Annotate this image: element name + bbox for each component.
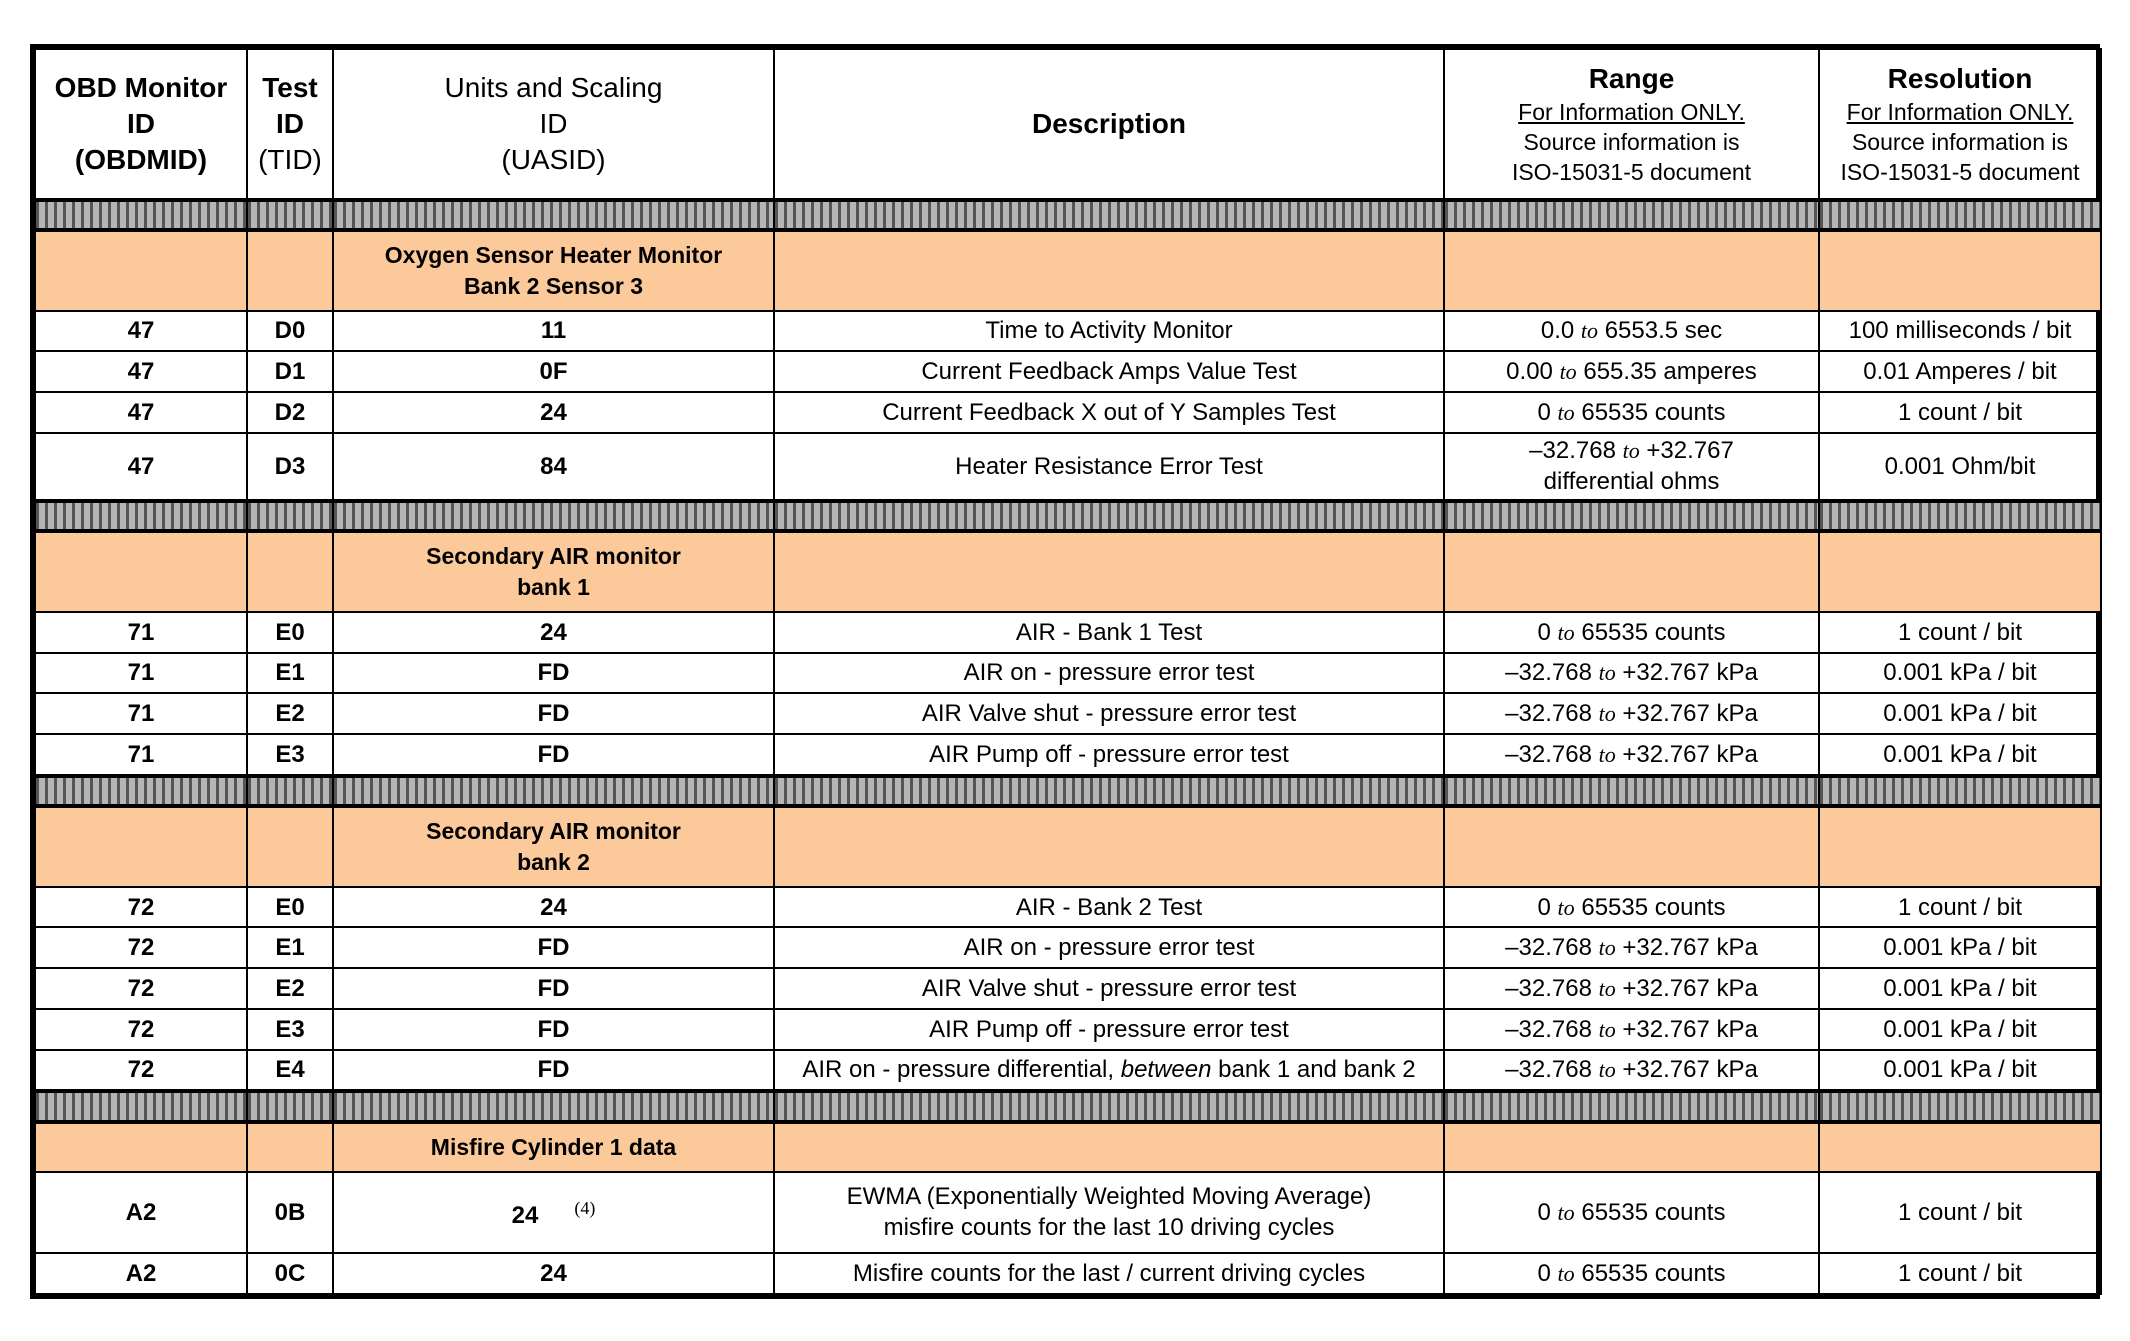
range-from: –32.768 (1505, 975, 1592, 1003)
section-title (333, 1122, 774, 1172)
header-uasid-line2: ID (539, 107, 568, 139)
table-row (35, 887, 2101, 928)
cell-range (1444, 1009, 1819, 1050)
cell-resolution: 0.01 Amperes / bit (1819, 351, 2101, 392)
cell-uasid: 24 (333, 392, 774, 433)
cell-uasid: 24 (333, 612, 774, 653)
cell-obdmid: 47 (35, 433, 247, 501)
range-to-word: to (1557, 619, 1575, 645)
cell-uasid: 0F (333, 351, 774, 392)
range-to-word: to (1598, 741, 1616, 767)
range-from: –32.768 (1505, 700, 1592, 728)
cell-obdmid: A2 (35, 1253, 247, 1294)
cell-description: AIR Valve shut - pressure error test (774, 968, 1444, 1009)
separator-row (35, 200, 2101, 231)
range-to-word: to (1598, 935, 1616, 961)
range-to-word: to (1557, 894, 1575, 920)
cell-range (1444, 734, 1819, 776)
cell-resolution: 1 count / bit (1819, 392, 2101, 433)
cell-range (1444, 1172, 1819, 1253)
cell-description: AIR - Bank 1 Test (774, 612, 1444, 653)
desc-part: bank 1 and bank 2 (1211, 1056, 1416, 1084)
range-to: +32.767 kPa (1622, 1056, 1758, 1084)
separator-row (35, 1091, 2101, 1122)
range-to: 6553.5 sec (1604, 317, 1723, 345)
table-row (35, 734, 2101, 776)
cell-resolution: 1 count / bit (1819, 887, 2101, 928)
desc-part: AIR on - pressure differential, (802, 1056, 1121, 1084)
range-to: +32.767 kPa (1622, 975, 1758, 1003)
table-row (35, 612, 2101, 653)
range-from: –32.768 (1505, 1015, 1592, 1043)
section-title-line1: Secondary AIR monitor (426, 818, 681, 845)
cell-description: Current Feedback Amps Value Test (774, 351, 1444, 392)
cell-obdmid: 72 (35, 927, 247, 968)
cell-resolution: 100 milliseconds / bit (1819, 311, 2101, 352)
cell-tid: E3 (247, 1009, 333, 1050)
cell-range (1444, 311, 1819, 352)
cell-obdmid: 71 (35, 693, 247, 734)
header-tid-line3: (TID) (258, 143, 322, 175)
range-to: +32.767 kPa (1622, 934, 1758, 962)
cell-resolution: 0.001 kPa / bit (1819, 1009, 2101, 1050)
cell-tid: D2 (247, 392, 333, 433)
cell-tid: E1 (247, 927, 333, 968)
section-title-line2: bank 2 (517, 849, 590, 876)
cell-range (1444, 1253, 1819, 1294)
header-resolution (1819, 49, 2101, 200)
cell-uasid: 11 (333, 311, 774, 352)
cell-tid: E0 (247, 612, 333, 653)
cell-obdmid: 72 (35, 1009, 247, 1050)
cell-range (1444, 1050, 1819, 1092)
separator-row (35, 776, 2101, 807)
cell-tid: D0 (247, 311, 333, 352)
section-title-line1: Misfire Cylinder 1 data (430, 1133, 677, 1160)
cell-obdmid: 47 (35, 311, 247, 352)
section-header-row (35, 806, 2101, 886)
range-to-word: to (1580, 318, 1599, 344)
cell-obdmid: 47 (35, 351, 247, 392)
range-to-word: to (1598, 976, 1616, 1002)
cell-uasid: 84 (333, 433, 774, 501)
range-from: 0.00 (1506, 358, 1553, 386)
cell-obdmid: 47 (35, 392, 247, 433)
range-from: 0 (1537, 1260, 1551, 1288)
cell-resolution: 1 count / bit (1819, 1253, 2101, 1294)
cell-description: Current Feedback X out of Y Samples Test (774, 392, 1444, 433)
range-from: 0.0 (1540, 317, 1575, 345)
range-to-word: to (1557, 1261, 1575, 1287)
header-uasid-line1: Units and Scaling (444, 71, 663, 103)
cell-resolution: 0.001 kPa / bit (1819, 734, 2101, 776)
cell-description: Misfire counts for the last / current driving cycles (774, 1253, 1444, 1294)
range-from: –32.768 (1505, 740, 1592, 768)
section-title (333, 531, 774, 611)
cell-description: AIR Pump off - pressure error test (774, 1009, 1444, 1050)
range-from: 0 (1537, 893, 1551, 921)
section-header-row (35, 531, 2101, 611)
table-row (35, 693, 2101, 734)
section-header-row (35, 1122, 2101, 1172)
header-resolution-note: For Information ONLY. (1846, 98, 2074, 125)
section-header-row (35, 230, 2101, 310)
cell-obdmid: 72 (35, 887, 247, 928)
cell-uasid: 24 (333, 1253, 774, 1294)
cell-uasid (333, 1172, 774, 1253)
header-range-source-1: Source information is (1523, 128, 1740, 155)
range-line2: differential ohms (1543, 468, 1720, 496)
cell-tid: E1 (247, 653, 333, 694)
header-uasid (333, 49, 774, 200)
obd-monitor-table-frame (30, 44, 2100, 1299)
cell-resolution: 0.001 kPa / bit (1819, 653, 2101, 694)
section-title (333, 230, 774, 310)
header-range (1444, 49, 1819, 200)
header-obdmid (35, 49, 247, 200)
range-from: 0 (1537, 1198, 1551, 1226)
cell-tid: 0B (247, 1172, 333, 1253)
cell-description: AIR on - pressure error test (774, 927, 1444, 968)
range-to-word: to (1557, 1199, 1575, 1225)
cell-range (1444, 612, 1819, 653)
cell-description: AIR on - pressure error test (774, 653, 1444, 694)
range-to: +32.767 kPa (1622, 659, 1758, 687)
cell-tid: E3 (247, 734, 333, 776)
cell-description: AIR Pump off - pressure error test (774, 734, 1444, 776)
cell-uasid: FD (333, 968, 774, 1009)
cell-resolution: 0.001 kPa / bit (1819, 693, 2101, 734)
range-to: 65535 counts (1581, 893, 1726, 921)
cell-obdmid: 71 (35, 734, 247, 776)
range-to-word: to (1559, 359, 1577, 385)
range-to: +32.767 kPa (1622, 1015, 1758, 1043)
table-row (35, 351, 2101, 392)
separator-row (35, 501, 2101, 532)
section-title (333, 806, 774, 886)
cell-tid: E2 (247, 968, 333, 1009)
range-from: 0 (1537, 398, 1551, 426)
cell-resolution: 0.001 kPa / bit (1819, 927, 2101, 968)
header-uasid-line3: (UASID) (501, 143, 606, 175)
header-obdmid-line2: ID (127, 107, 155, 139)
range-to-word: to (1598, 1016, 1616, 1042)
header-range-note: For Information ONLY. (1518, 98, 1745, 125)
cell-tid: 0C (247, 1253, 333, 1294)
cell-tid: E2 (247, 693, 333, 734)
header-resolution-title: Resolution (1887, 62, 2033, 94)
desc-line1: EWMA (Exponentially Weighted Moving Average) (846, 1183, 1372, 1211)
table-row (35, 1172, 2101, 1253)
cell-uasid: FD (333, 1009, 774, 1050)
cell-description: Time to Activity Monitor (774, 311, 1444, 352)
range-to: 65535 counts (1581, 1198, 1726, 1226)
cell-description (774, 1050, 1444, 1092)
range-from: –32.768 (1505, 934, 1592, 962)
section-title-line1: Oxygen Sensor Heater Monitor (384, 241, 723, 268)
cell-range (1444, 351, 1819, 392)
cell-range (1444, 433, 1819, 501)
uasid-value: 24 (511, 1202, 539, 1230)
header-tid (247, 49, 333, 200)
cell-range (1444, 968, 1819, 1009)
cell-tid: D3 (247, 433, 333, 501)
table-row (35, 653, 2101, 694)
range-to-word: to (1598, 1057, 1616, 1083)
cell-tid: E0 (247, 887, 333, 928)
range-to: +32.767 (1646, 437, 1734, 465)
cell-range (1444, 653, 1819, 694)
header-row (35, 49, 2101, 200)
cell-description (774, 1172, 1444, 1253)
footnote-marker: (4) (574, 1198, 596, 1219)
cell-description: AIR Valve shut - pressure error test (774, 693, 1444, 734)
section-title-line1: Secondary AIR monitor (426, 543, 681, 570)
cell-obdmid: A2 (35, 1172, 247, 1253)
cell-uasid: FD (333, 653, 774, 694)
range-to-word: to (1598, 701, 1616, 727)
table-row (35, 392, 2101, 433)
header-obdmid-line3: (OBDMID) (74, 143, 208, 175)
range-to-word: to (1622, 438, 1640, 464)
cell-uasid: FD (333, 927, 774, 968)
cell-resolution: 0.001 kPa / bit (1819, 968, 2101, 1009)
cell-tid: D1 (247, 351, 333, 392)
section-title-line2: Bank 2 Sensor 3 (464, 272, 643, 299)
cell-resolution: 0.001 Ohm/bit (1819, 433, 2101, 501)
section-title-line2: bank 1 (517, 574, 590, 601)
table-row (35, 1050, 2101, 1092)
table-row (35, 927, 2101, 968)
cell-range (1444, 392, 1819, 433)
cell-resolution: 0.001 kPa / bit (1819, 1050, 2101, 1092)
range-to: 65535 counts (1581, 1260, 1726, 1288)
desc-line2: misfire counts for the last 10 driving cycles (883, 1214, 1335, 1242)
cell-resolution: 1 count / bit (1819, 612, 2101, 653)
range-to: +32.767 kPa (1622, 700, 1758, 728)
cell-description: Heater Resistance Error Test (774, 433, 1444, 501)
range-to-word: to (1598, 660, 1616, 686)
cell-description: AIR - Bank 2 Test (774, 887, 1444, 928)
cell-range (1444, 693, 1819, 734)
range-from: –32.768 (1505, 1056, 1592, 1084)
range-from: –32.768 (1505, 659, 1592, 687)
table-row (35, 311, 2101, 352)
cell-uasid: FD (333, 693, 774, 734)
table-row (35, 968, 2101, 1009)
header-resolution-source-1: Source information is (1851, 128, 2069, 155)
cell-obdmid: 72 (35, 968, 247, 1009)
header-tid-line1: Test (262, 71, 318, 103)
range-from: 0 (1537, 618, 1551, 646)
header-description: Description (774, 49, 1444, 200)
cell-obdmid: 71 (35, 653, 247, 694)
cell-uasid: FD (333, 734, 774, 776)
header-tid-line2: ID (276, 107, 304, 139)
table-row (35, 1009, 2101, 1050)
obd-monitor-table (34, 48, 2102, 1295)
header-resolution-source-2: ISO-15031-5 document (1840, 158, 2080, 185)
cell-tid: E4 (247, 1050, 333, 1092)
range-to: 65535 counts (1581, 618, 1726, 646)
header-range-title: Range (1588, 62, 1675, 94)
range-to-word: to (1557, 399, 1575, 425)
cell-obdmid: 71 (35, 612, 247, 653)
header-obdmid-line1: OBD Monitor (54, 71, 228, 103)
cell-obdmid: 72 (35, 1050, 247, 1092)
desc-italic: between (1120, 1056, 1212, 1084)
range-to: 655.35 amperes (1583, 358, 1757, 386)
table-row (35, 433, 2101, 501)
range-to: +32.767 kPa (1622, 740, 1758, 768)
table-row (35, 1253, 2101, 1294)
range-to: 65535 counts (1581, 398, 1726, 426)
range-from: –32.768 (1529, 437, 1616, 465)
cell-resolution: 1 count / bit (1819, 1172, 2101, 1253)
cell-range (1444, 927, 1819, 968)
header-range-source-2: ISO-15031-5 document (1511, 158, 1752, 185)
cell-uasid: FD (333, 1050, 774, 1092)
cell-range (1444, 887, 1819, 928)
cell-uasid: 24 (333, 887, 774, 928)
